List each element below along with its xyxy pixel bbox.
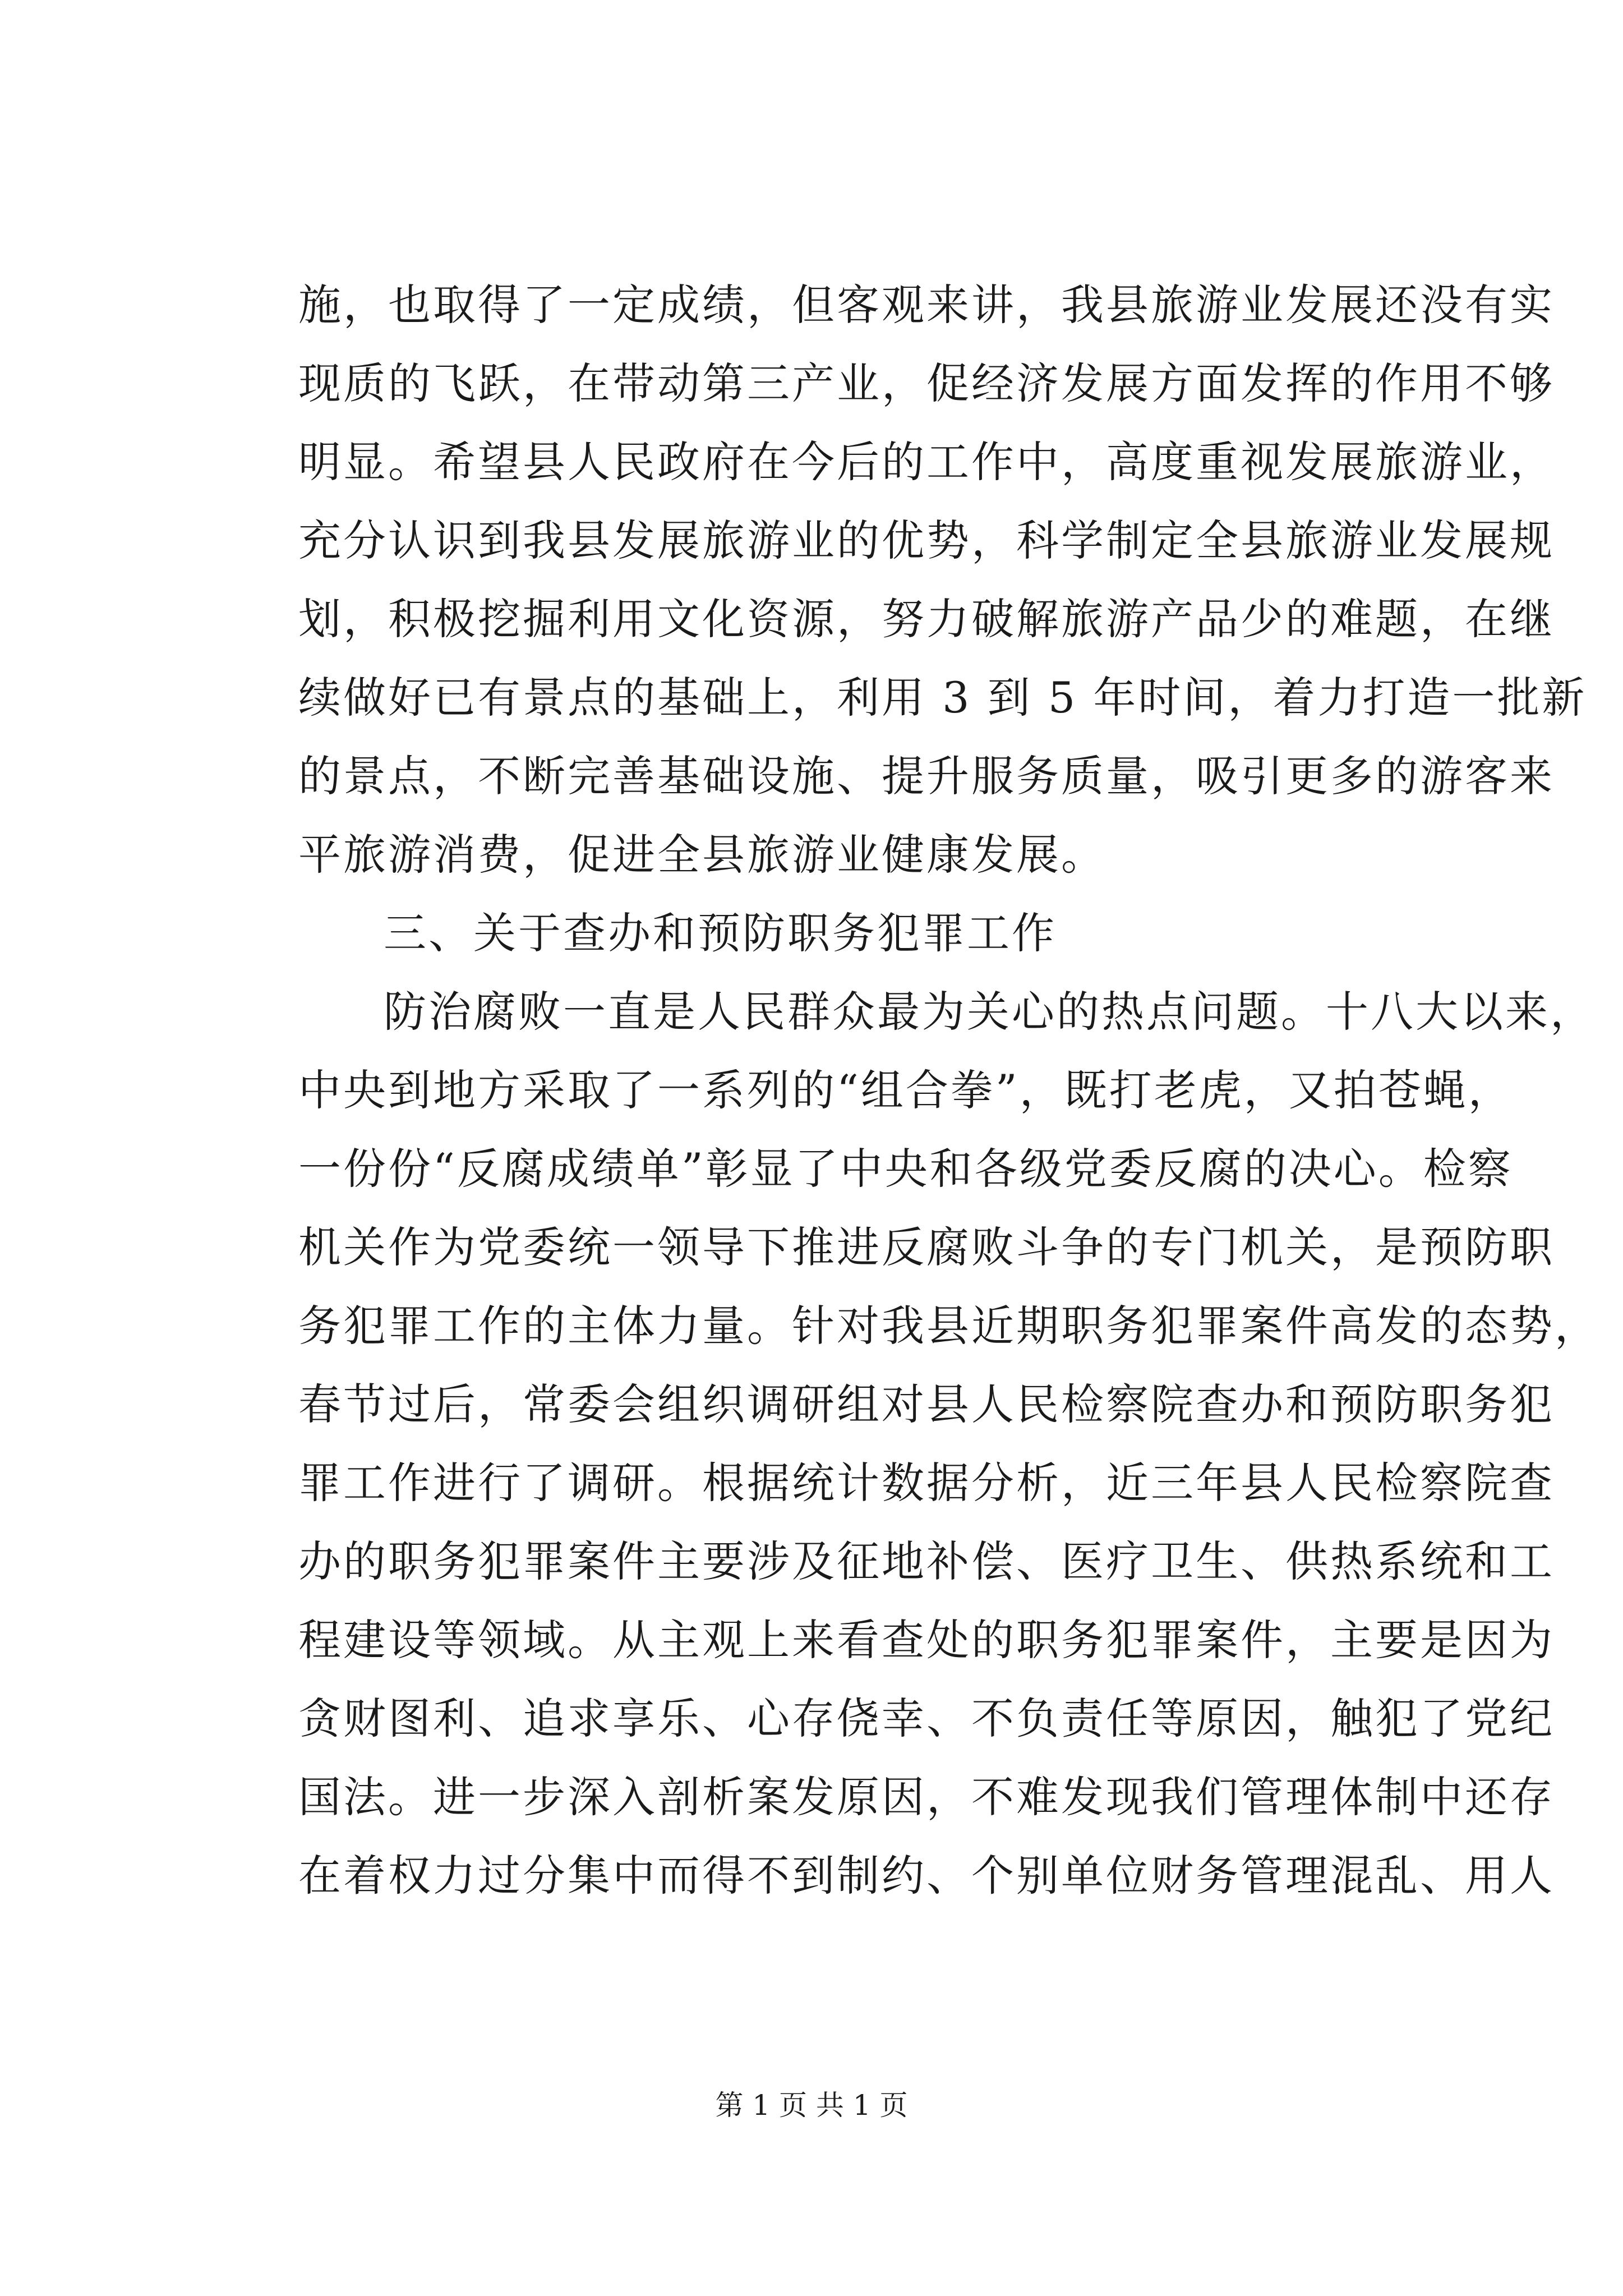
text-line: 罪工作进行了调研。根据统计数据分析，近三年县人民检察院查 — [298, 1458, 1555, 1508]
section-heading: 三、关于查办和预防职务犯罪工作 — [384, 908, 1057, 958]
text-line: 务犯罪工作的主体力量。针对我县近期职务犯罪案件高发的态势， — [298, 1301, 1599, 1351]
text-line: 机关作为党委统一领导下推进反腐败斗争的专门机关，是预防职 — [298, 1222, 1555, 1272]
text-line: 一份份“反腐成绩单”彰显了中央和各级党委反腐的决心。检察 — [298, 1144, 1513, 1194]
text-line: 的景点，不断完善基础设施、提升服务质量，吸引更多的游客来 — [298, 751, 1555, 801]
text-line: 现质的飞跃，在带动第三产业，促经济发展方面发挥的作用不够 — [298, 358, 1555, 408]
text-line: 平旅游消费，促进全县旅游业健康发展。 — [298, 830, 1106, 880]
page-number: 第 1 页 共 1 页 — [715, 2089, 908, 2122]
text-line: 贪财图利、追求享乐、心存侥幸、不负责任等原因，触犯了党纪 — [298, 1694, 1555, 1743]
text-line: 程建设等领域。从主观上来看查处的职务犯罪案件，主要是因为 — [298, 1615, 1555, 1665]
text-line: 明显。希望县人民政府在今后的工作中，高度重视发展旅游业， — [298, 437, 1555, 487]
text-line: 划，积极挖掘利用文化资源，努力破解旅游产品少的难题，在继 — [298, 594, 1555, 644]
text-line: 中央到地方采取了一系列的“组合拳”，既打老虎，又拍苍蝇， — [298, 1065, 1513, 1115]
text-line: 续做好已有景点的基础上，利用 3 到 5 年时间，着力打造一批新 — [298, 673, 1587, 723]
text-line: 充分认识到我县发展旅游业的优势，科学制定全县旅游业发展规 — [298, 516, 1555, 565]
text-line: 国法。进一步深入剖析案发原因，不难发现我们管理体制中还存 — [298, 1772, 1555, 1822]
text-line: 在着权力过分集中而得不到制约、个别单位财务管理混乱、用人 — [298, 1851, 1555, 1901]
text-line: 施，也取得了一定成绩，但客观来讲，我县旅游业发展还没有实 — [298, 280, 1555, 330]
text-line: 办的职务犯罪案件主要涉及征地补偿、医疗卫生、供热系统和工 — [298, 1536, 1555, 1586]
text-line: 春节过后，常委会组织调研组对县人民检察院查办和预防职务犯 — [298, 1379, 1555, 1429]
page-footer — [0, 2086, 1623, 2125]
text-line: 防治腐败一直是人民群众最为关心的热点问题。十八大以来， — [384, 987, 1595, 1037]
document-body — [298, 266, 1599, 1915]
